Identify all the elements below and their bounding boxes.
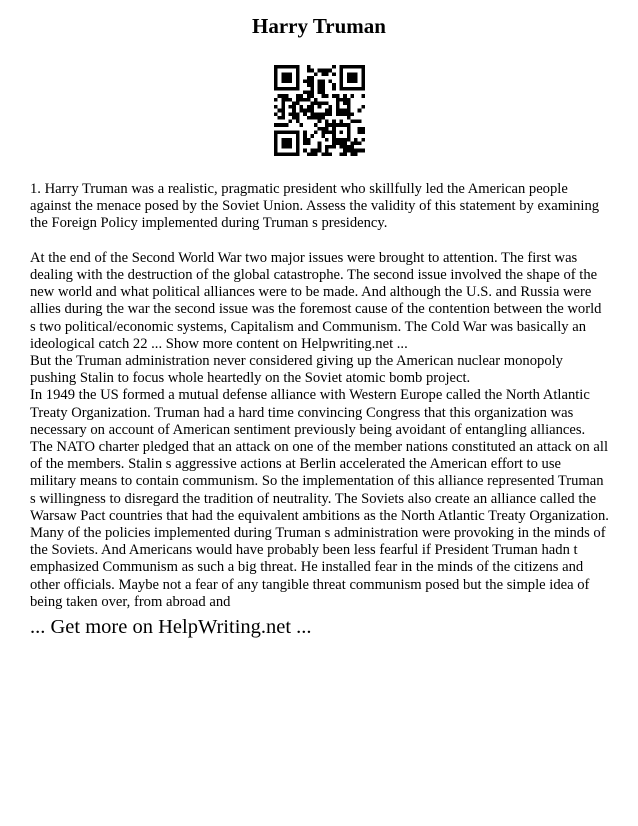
essay-paragraph: But the Truman administration never considered giving up the American nuclear monopoly pushing Stalin to focus whole heartedly on the Soviet atomic bomb project.	[30, 353, 563, 387]
essay-paragraph: At the end of the Second World War two major issues were brought to attention. The first was dealing with the destruction of the global catastrophe. The second issue involved the shape of the new world and what political alliances were to be made. And although the U.S. and Russia were allies during the war the second issue was the foremost cause of the contention between the world s two political/economic systems, Capitalism and Communism. The Cold War was basically an ideological catch 22 ... Show more content on Helpwriting.net ...	[30, 249, 602, 352]
get-more-link[interactable]: ... Get more on HelpWriting.net ...	[30, 616, 312, 638]
essay-paragraph: In 1949 the US formed a mutual defense alliance with Western Europe called the North Atlantic Treaty Organization. Truman had a hard time convincing Congress that this organization was necessary on account of American sentiment previously being avoidant of entangling alliances. The NATO charter pledged that an attack on one of the member nations constituted an attack on all of the members. Stalin s aggressive actions at Berlin accelerated the American effort to use military means to contain communism. So the implementation of this alliance represented Truman s willingness to disregard the tradition of neutrality. The Soviets also create an alliance called the Warsaw Pact countries that had the equivalent ambitions as the North Atlantic Treaty Organization.	[30, 387, 609, 524]
essay-question: 1. Harry Truman was a realistic, pragmatic president who skillfully led the American people against the menace posed by the Soviet Union. Assess the validity of this statement by examining the Foreign Policy implemented during Truman s presidency.	[30, 181, 600, 232]
essay-paragraph: Many of the policies implemented during Truman s administration were provoking in the minds of the Soviets. And Americans would have probably been less fearful if President Truman hadn t emphasized Communism as such a big threat. He installed fear in the minds of the citizens and other officials. Maybe not a fear of any tangible threat communism posed but the simple idea of being taken over, from abroad and	[30, 525, 606, 610]
qr-code-icon[interactable]	[274, 65, 365, 156]
page-title: Harry Truman	[252, 14, 386, 38]
essay-body	[30, 181, 610, 611]
